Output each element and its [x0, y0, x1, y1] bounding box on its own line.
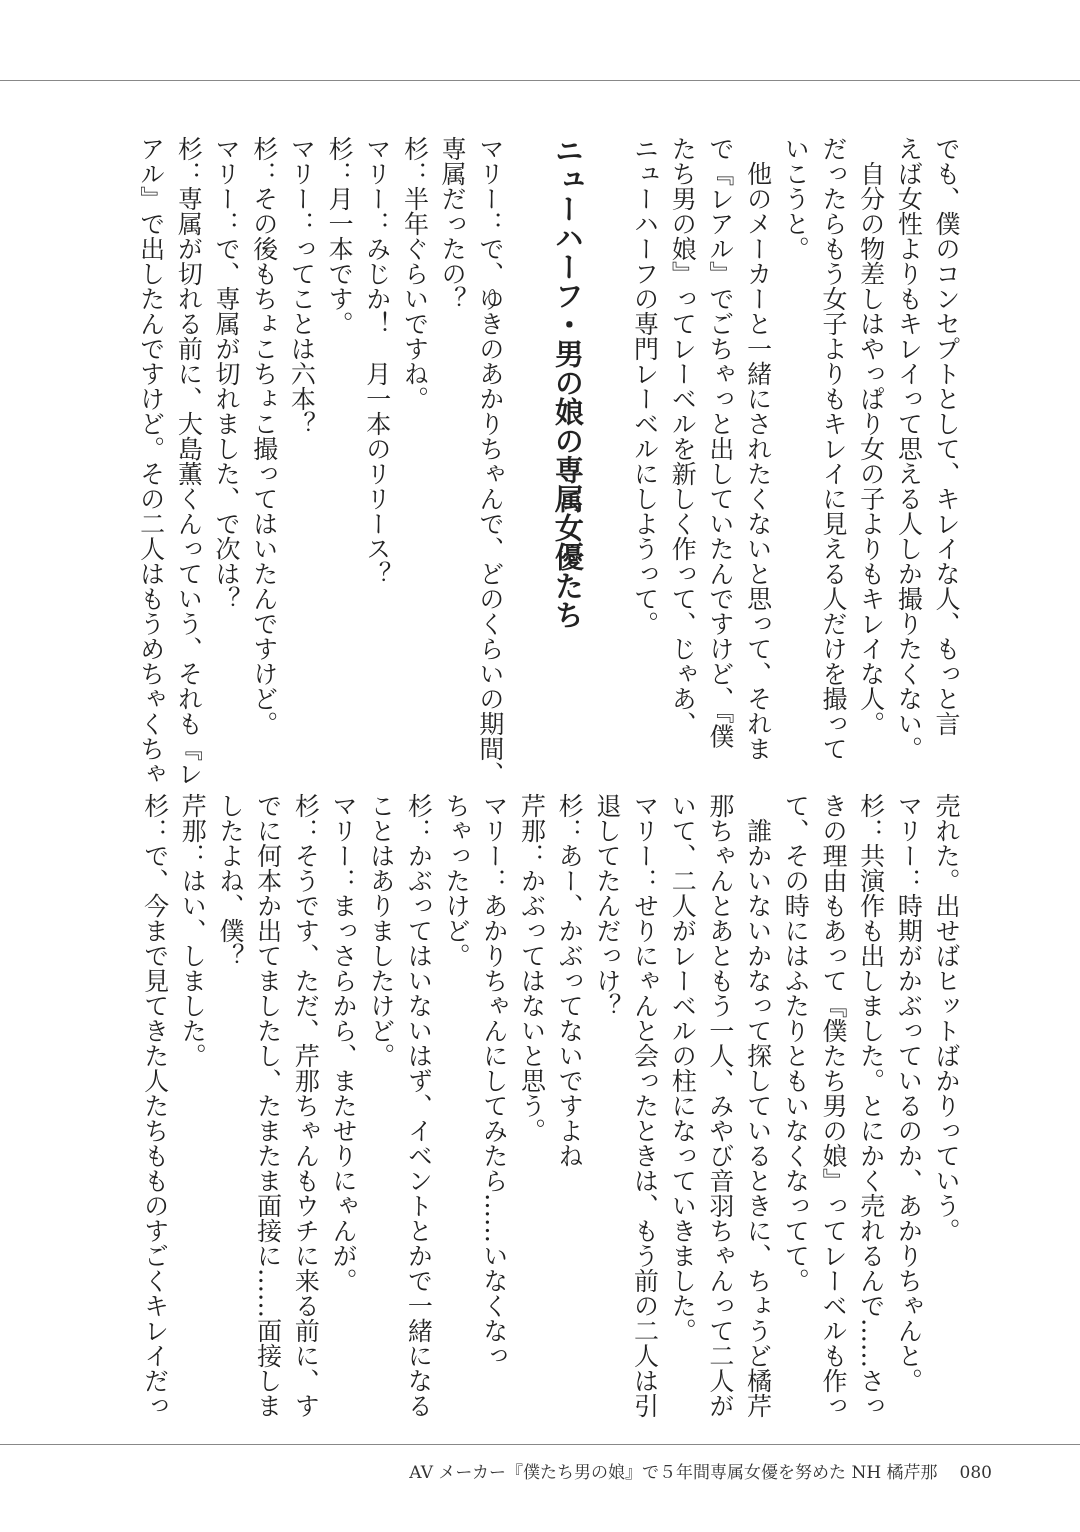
running-title: AV メーカー『僕たち男の娘』で５年間専属女優を努めた NH 橘芹那	[409, 1463, 938, 1483]
footer-rule	[0, 1444, 1080, 1445]
text-line: 他のメーカーと一緒にされたくないと思って、それま	[743, 136, 773, 761]
text-line: 芹那：はい、しました。	[178, 793, 208, 1068]
text-line: 杉：で、今まで見てきた人たちもものすごくキレイだっ	[140, 793, 170, 1418]
text-line: て、その時にはふたりともいなくなってて。	[781, 793, 811, 1293]
text-line: ちゃったけど。	[442, 793, 472, 968]
text-line: 杉：かぶってはいないはず、イベントとかで一緒になる	[404, 793, 434, 1418]
text-line: 那ちゃんとあともう一人、みやび音羽ちゃんって二人が	[705, 793, 735, 1418]
text-line: でも、僕のコンセプトとして、キレイな人、もっと言	[932, 136, 961, 736]
text-line: 杉：専属が切れる前に、大島薫くんっていう、それも『レ	[174, 136, 204, 786]
text-line: いこうと。	[781, 136, 811, 261]
text-line: 杉：月一本です。	[325, 136, 355, 336]
text-line: でに何本か出てましたし、たまたま面接に……面接しま	[253, 793, 283, 1418]
text-line: ことはありましたけど。	[366, 793, 396, 1068]
page-number: 080	[959, 1463, 992, 1483]
text-line: マリー：まっさらから、またせりにゃんが。	[329, 793, 358, 1293]
text-line: 芹那：かぶってはないと思う。	[517, 793, 547, 1143]
text-line: 退してたんだっけ？	[592, 793, 622, 1018]
text-line: 杉：半年ぐらいですね。	[400, 136, 430, 411]
text-line: マリー：で、ゆきのあかりちゃんで、どのくらいの期間、	[475, 136, 505, 786]
text-line: 専属だったの？	[438, 136, 468, 311]
bottom-text-block	[136, 793, 965, 1418]
text-line: 自分の物差しはやっぱり女の子よりもキレイな人。	[856, 136, 886, 736]
text-line: いて、二人がレーベルの柱になっていきました。	[668, 793, 698, 1343]
text-line: したよね、僕？	[215, 793, 245, 968]
text-line: マリー：せりにゃんと会ったときは、もう前の二人は引	[630, 793, 660, 1418]
text-line: マリー：で、専属が切れました、で次は？	[212, 136, 241, 611]
text-line: 誰かいないかなって探しているときに、ちょうど橘芹	[743, 793, 773, 1418]
text-line: マリー：あかりちゃんにしてみたら……いなくなっ	[479, 793, 509, 1368]
text-line: 杉：あー、かぶってないですよね	[555, 793, 585, 1168]
top-text-block	[132, 136, 965, 786]
section-heading: ニューハーフ・男の娘の専属女優たち	[550, 136, 585, 629]
text-line: マリー：ってことは六本？	[287, 136, 317, 436]
text-line: で『レアル』でごちゃっと出していたんですけど、『僕	[705, 136, 735, 749]
text-line: きの理由もあって『僕たち男の娘』ってレーベルも作っ	[818, 793, 848, 1418]
text-line: えば女性よりもキレイって思える人しか撮りたくない。	[894, 136, 924, 761]
text-line: だったらもう女子よりもキレイに見える人だけを撮って	[818, 136, 848, 761]
page-footer	[409, 1458, 992, 1483]
text-line: マリー：みじか！ 月一本のリリース？	[362, 136, 392, 586]
text-line: 杉：共演作も出しました。とにかく売れるんで……さっ	[856, 793, 886, 1418]
text-line: マリー：時期がかぶっているのか、あかりちゃんと。	[894, 793, 924, 1393]
text-line: 売れた。出せばヒットばかりっていう。	[932, 793, 961, 1243]
text-line: たち男の娘』ってレーベルを新しく作って、じゃあ、	[668, 136, 698, 736]
top-rule	[0, 80, 1080, 81]
text-line: アル』で出したんですけど。その二人はもうめちゃくちゃ	[136, 136, 166, 786]
text-line: 杉：その後もちょこちょこ撮ってはいたんですけど。	[249, 136, 279, 736]
text-line: ニューハーフの専門レーベルにしようって。	[630, 136, 660, 636]
text-line: 杉：そうです、ただ、芹那ちゃんもウチに来る前に、す	[291, 793, 321, 1418]
